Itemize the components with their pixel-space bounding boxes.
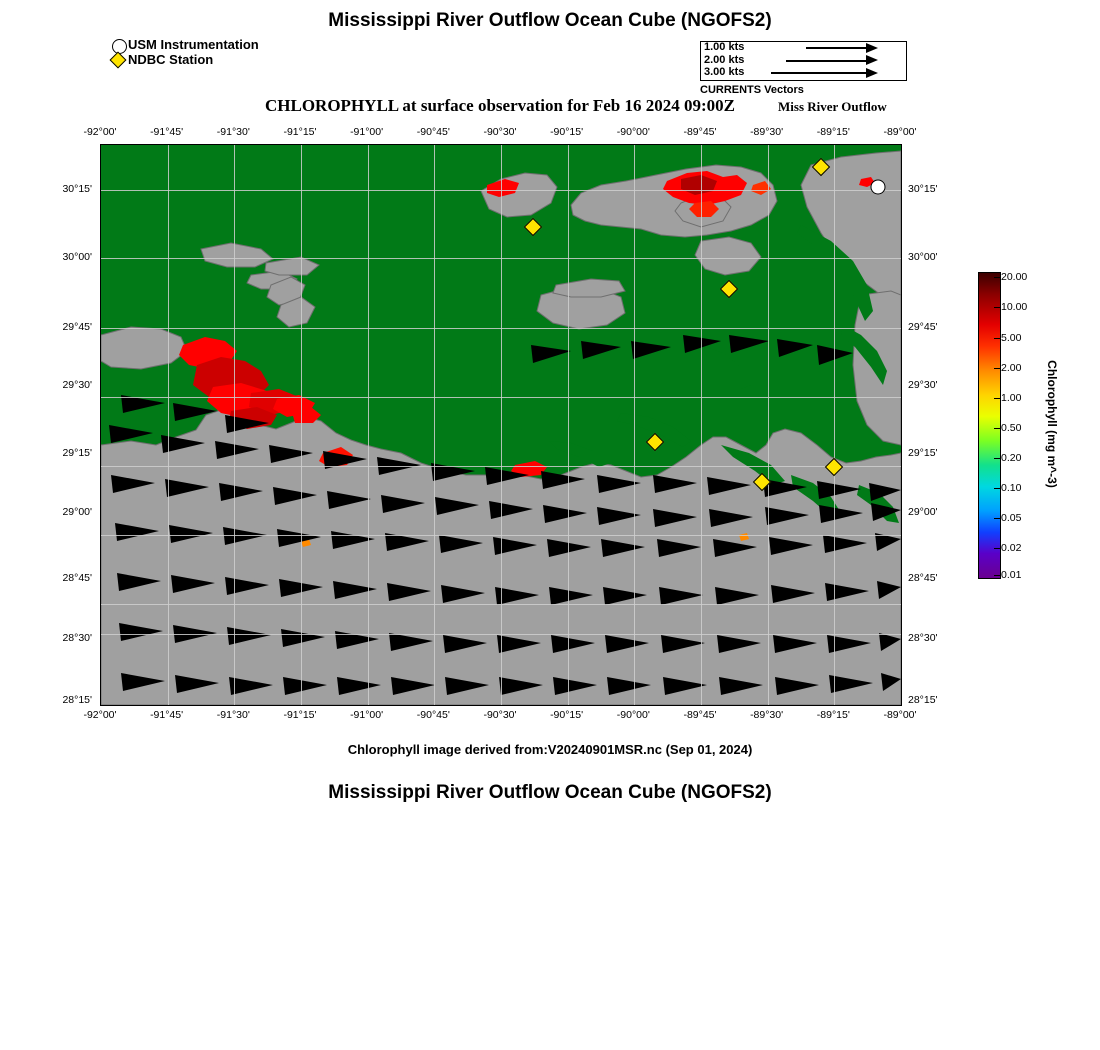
x-tick-top: -89°30' [750, 126, 784, 138]
vector-arrow-shaft [806, 47, 866, 49]
vector-key-label: 2.00 kts [704, 53, 745, 66]
map-inner [101, 145, 901, 705]
x-tick-top: -91°00' [350, 126, 384, 138]
y-tick-right: 30°15' [908, 183, 938, 195]
x-tick-bottom: -89°30' [750, 709, 784, 721]
vector-key-label: 3.00 kts [704, 66, 745, 79]
y-tick-right: 28°45' [908, 572, 938, 584]
y-tick-left: 28°15' [62, 694, 92, 706]
x-tick-bottom: -89°00' [883, 709, 917, 721]
y-tick-left: 29°15' [62, 447, 92, 459]
y-tick-right: 28°15' [908, 694, 938, 706]
y-tick-right: 29°30' [908, 379, 938, 391]
y-tick-left: 28°45' [62, 572, 92, 584]
chart-caption: Chlorophyll image derived from:V20240901MSR.nc (Sep 01, 2024) [347, 742, 753, 757]
colorbar-tick: 1.00 [1001, 392, 1022, 404]
x-tick-top: -90°30' [483, 126, 517, 138]
vector-key-label: 1.00 kts [704, 41, 745, 53]
y-tick-left: 29°30' [62, 379, 92, 391]
vector-arrow-head-icon [866, 43, 878, 53]
panel-label: Miss River Outflow [778, 99, 887, 114]
colorbar-tick: 20.00 [1001, 271, 1028, 283]
colorbar-tick: 0.02 [1001, 542, 1022, 554]
y-tick-right: 28°30' [908, 632, 938, 644]
station-marker-usm[interactable] [871, 180, 886, 195]
x-tick-bottom: -90°30' [483, 709, 517, 721]
y-tick-left: 30°00' [62, 251, 92, 263]
y-tick-left: 30°15' [62, 183, 92, 195]
page-title: Mississippi River Outflow Ocean Cube (NGOFS2) [328, 10, 772, 31]
x-tick-bottom: -90°15' [550, 709, 584, 721]
x-tick-top: -89°15' [816, 126, 850, 138]
colorbar-tick: 5.00 [1001, 332, 1022, 344]
x-tick-top: -92°00' [83, 126, 117, 138]
circle-marker-icon [112, 39, 127, 54]
y-tick-left: 28°30' [62, 632, 92, 644]
y-tick-right: 30°00' [908, 251, 938, 263]
x-tick-bottom: -91°30' [216, 709, 250, 721]
x-tick-bottom: -89°15' [816, 709, 850, 721]
colorbar-tick: 0.05 [1001, 512, 1022, 524]
vector-arrow-shaft [771, 72, 866, 74]
x-tick-top: -91°30' [216, 126, 250, 138]
y-tick-right: 29°00' [908, 506, 938, 518]
y-tick-right: 29°15' [908, 447, 938, 459]
x-tick-top: -91°45' [150, 126, 184, 138]
x-tick-bottom: -89°45' [683, 709, 717, 721]
currents-vectors-label: CURRENTS Vectors [700, 84, 804, 96]
x-tick-bottom: -91°00' [350, 709, 384, 721]
x-tick-top: -90°15' [550, 126, 584, 138]
x-tick-top: -89°45' [683, 126, 717, 138]
bottom-title: Mississippi River Outflow Ocean Cube (NGOFS2) [328, 782, 772, 803]
colorbar-tick: 10.00 [1001, 301, 1028, 313]
colorbar-tick: 0.10 [1001, 482, 1022, 494]
x-tick-top: -91°15' [283, 126, 317, 138]
x-tick-bottom: -91°15' [283, 709, 317, 721]
diamond-marker-icon [110, 52, 127, 69]
vector-arrow-head-icon [866, 68, 878, 78]
y-tick-right: 29°45' [908, 321, 938, 333]
y-tick-left: 29°00' [62, 506, 92, 518]
vector-arrow-shaft [786, 60, 866, 62]
x-tick-top: -90°00' [616, 126, 650, 138]
colorbar-gradient [978, 272, 1001, 579]
vector-arrow-head-icon [866, 55, 878, 65]
currents-vector-key [700, 41, 907, 81]
y-tick-left: 29°45' [62, 321, 92, 333]
x-tick-bottom: -91°45' [150, 709, 184, 721]
legend-ndbc-label: NDBC Station [128, 52, 214, 67]
x-tick-bottom: -90°00' [616, 709, 650, 721]
vector-key-row [701, 67, 906, 80]
x-tick-top: -89°00' [883, 126, 917, 138]
chart-subtitle: CHLOROPHYLL at surface observation for Feb 16 2024 09:00Z [265, 96, 735, 115]
x-tick-bottom: -90°45' [416, 709, 450, 721]
colorbar-tick: 2.00 [1001, 362, 1022, 374]
x-tick-top: -90°45' [416, 126, 450, 138]
map-canvas[interactable] [100, 144, 902, 706]
colorbar-title: Chlorophyll (mg m^-3) [1045, 360, 1059, 488]
legend-usm-label: USM Instrumentation [128, 37, 259, 52]
colorbar-tick: 0.01 [1001, 569, 1022, 581]
x-tick-bottom: -92°00' [83, 709, 117, 721]
colorbar-tick: 0.20 [1001, 452, 1022, 464]
colorbar-tick: 0.50 [1001, 422, 1022, 434]
